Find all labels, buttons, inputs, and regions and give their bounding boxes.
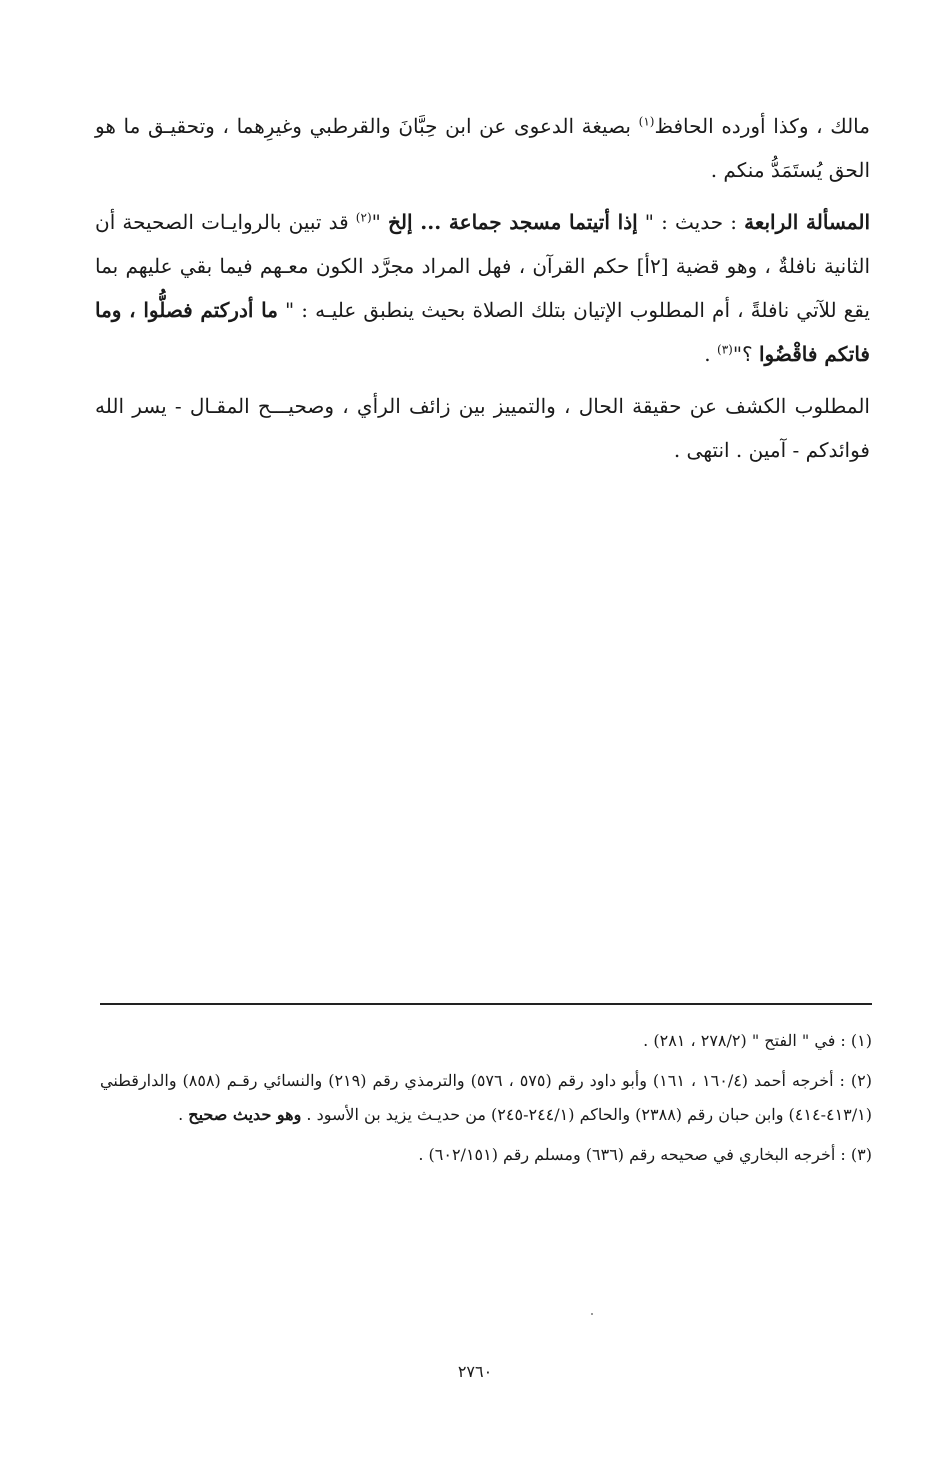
footnote-2-end: . bbox=[178, 1105, 189, 1124]
footnote-3: (٣) : أخرجه البخاري في صحيحه رقم (٦٣٦) ومسلم رقم (٦٠٢/١٥١) . bbox=[418, 1145, 872, 1164]
paragraph-3-text: المطلوب الكشف عن حقيقة الحال ، والتمييز بين زائف الرأي ، وصحيـــح المقـال - يسر الله فوائدكم - آمين . انتهى . bbox=[95, 394, 870, 462]
paragraph-2-text-d: ؟" bbox=[732, 342, 759, 366]
main-text bbox=[95, 104, 870, 480]
footnote-ref-3[interactable]: (٣) bbox=[717, 342, 733, 357]
footnote-2-grading: وهو حديث صحيح bbox=[188, 1105, 302, 1124]
page-number: ٢٧٦٠ bbox=[457, 1362, 493, 1381]
issue-heading: المسألة الرابعة bbox=[744, 210, 870, 234]
paragraph-2-text-c: قد تبين بالروايـات الصحيحة أن الثانية نافلةٌ ، وهو قضية [٢أ] حكم القرآن ، فهل المراد مجرَّد الكون معـهم فيما بقي عليهم بما يقع للآتي نافلةً ، أم المطلوب الإتيان بتلك الصلاة بحيث ينطبق عليـه : " bbox=[95, 210, 870, 322]
paragraph-3 bbox=[95, 384, 870, 472]
footnote-1: (١) : في " الفتح " (٢٧٨/٢ ، ٢٨١) . bbox=[643, 1031, 872, 1050]
prophetic-quote: ما أدركتم فصلُّوا ، وما فاتكم فاقْضُوا bbox=[95, 298, 870, 366]
scan-speck bbox=[591, 1313, 593, 1315]
paragraph-2-text-a: : حديث : " bbox=[637, 210, 745, 234]
footnote-ref-2[interactable]: (٢) bbox=[355, 210, 372, 225]
paragraph-2-text-b: " bbox=[371, 210, 388, 234]
footnotes bbox=[100, 1024, 872, 1178]
footnote-ref-1[interactable]: (١) bbox=[638, 114, 655, 129]
footnote-2-text: (٢) : أخرجه أحمد (١٦٠/٤ ، ١٦١) وأبو داود رقم (٥٧٥ ، ٥٧٦) والترمذي رقم (٢١٩) والنسائي رقـم (٨٥٨) والدارقطني (٤١٣/١-٤١٤) وابن حبان رقم (٢٣٨٨) والحاكم (٢٤٤/١-٢٤٥) من حديـث يزيد بن الأسود . bbox=[100, 1071, 872, 1124]
paragraph-1-text-b: بصيغة الدعوى عن ابن حِبَّانَ والقرطبي وغيرِهما ، وتحقيـق ما هو الحق يُستَمَدُّ منكم . bbox=[95, 114, 870, 182]
paragraph-1 bbox=[95, 104, 870, 192]
paragraph-2-text-e: . bbox=[704, 342, 717, 366]
hadith-quote: إذا أتيتما مسجد جماعة ... إلخ bbox=[387, 210, 638, 234]
paragraph-1-text-a: مالك ، وكذا أورده الحافظ bbox=[654, 114, 870, 138]
footnote-2 bbox=[100, 1064, 872, 1132]
paragraph-2 bbox=[95, 200, 870, 376]
footnote-separator bbox=[100, 1003, 872, 1005]
